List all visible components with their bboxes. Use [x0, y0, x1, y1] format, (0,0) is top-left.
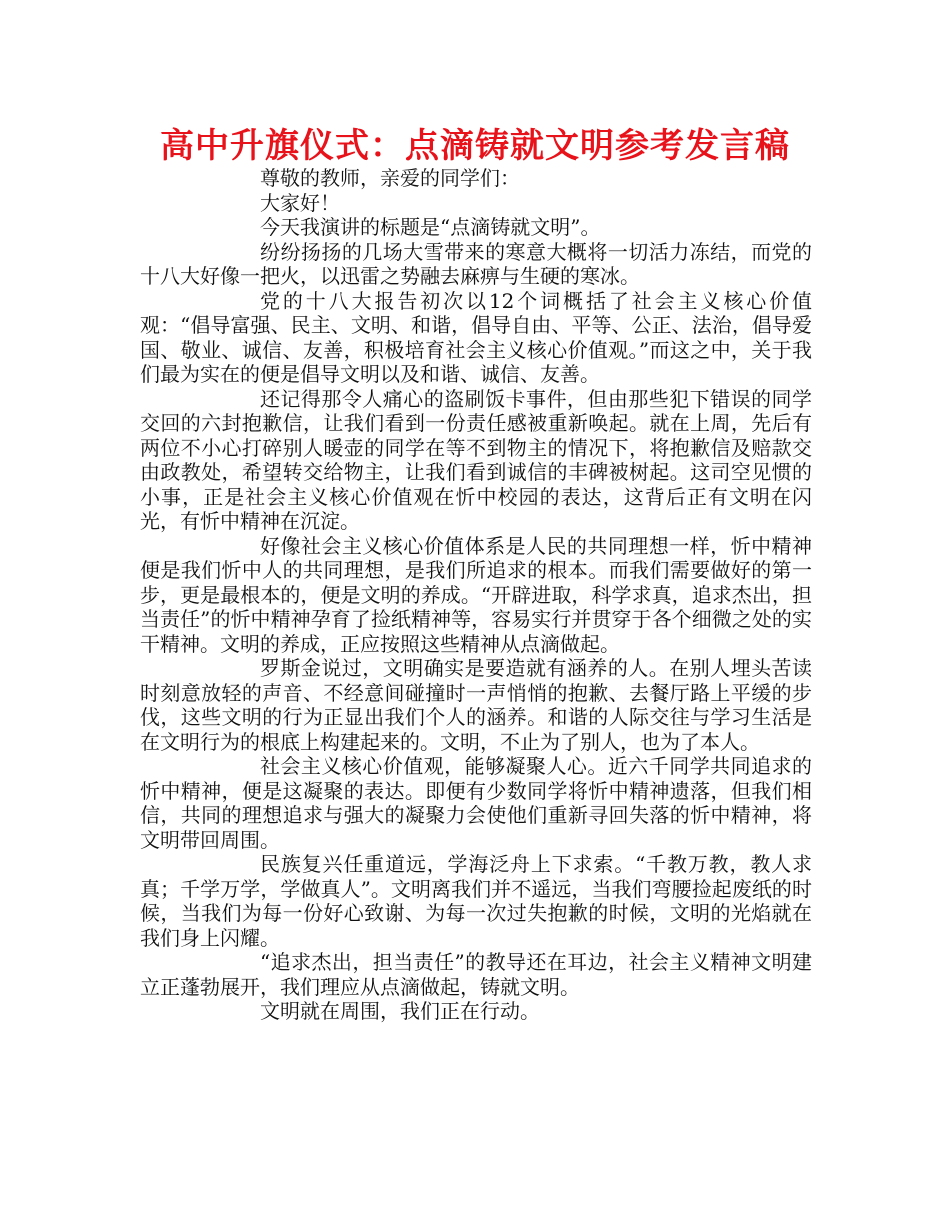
paragraph-greeting: 大家好！ [260, 190, 340, 215]
document-body [140, 166, 812, 1024]
paragraph: 好像社会主义核心价值体系是人民的共同理想一样，忻中精神便是我们忻中人的共同理想，是我们所追求的根本。而我们需要做好的第一步，更是最根本的，便是文明的养成。“开辟进取，科学求真，追求杰出，担当责任”的忻中精神孕育了捡纸精神等，容易实行并贯穿于各个细微之处的实干精神。文明的养成，正应按照这些精神从点滴做起。 [140, 533, 812, 656]
paragraph: 党的十八大报告初次以12个词概括了社会主义核心价值观：“倡导富强、民主、文明、和谐，倡导自由、平等、公正、法治，倡导爱国、敬业、诚信、友善，积极培育社会主义核心价值观。”而这之中，关于我们最为实在的便是倡导文明以及和谐、诚信、友善。 [140, 288, 812, 386]
paragraph: 纷纷扬扬的几场大雪带来的寒意大概将一切活力冻结，而党的十八大好像一把火，以迅雷之势融去麻痹与生硬的寒冰。 [140, 239, 812, 288]
paragraph-topic: 今天我演讲的标题是“点滴铸就文明”。 [260, 215, 601, 239]
paragraph-salutation: 尊敬的教师，亲爱的同学们： [260, 166, 520, 190]
paragraph: “追求杰出，担当责任”的教导还在耳边，社会主义精神文明建立正蓬勃展开，我们理应从点滴做起，铸就文明。 [140, 950, 812, 999]
paragraph-closing: 文明就在周围，我们正在行动。 [260, 999, 540, 1023]
paragraph: 民族复兴任重道远，学海泛舟上下求索。“千教万教，教人求真；千学万学，学做真人”。文明离我们并不遥远，当我们弯腰捡起废纸的时候，当我们为每一份好心致谢、为每一次过失抱歉的时候，文明的光焰就在我们身上闪耀。 [140, 852, 812, 950]
paragraph: 社会主义核心价值观，能够凝聚人心。近六千同学共同追求的忻中精神，便是这凝聚的表达。即便有少数同学将忻中精神遗落，但我们相信，共同的理想追求与强大的凝聚力会使他们重新寻回失落的忻中精神，将文明带回周围。 [140, 754, 812, 852]
paragraph: 还记得那令人痛心的盗刷饭卡事件，但由那些犯下错误的同学交回的六封抱歉信，让我们看到一份责任感被重新唤起。就在上周，先后有两位不小心打碎别人暖壶的同学在等不到物主的情况下，将抱歉信及赔款交由政教处，希望转交给物主，让我们看到诚信的丰碑被树起。这司空见惯的小事，正是社会主义核心价值观在忻中校园的表达，这背后正有文明在闪光，有忻中精神在沉淀。 [140, 386, 812, 533]
paragraph: 罗斯金说过，文明确实是要造就有涵养的人。在别人埋头苦读时刻意放轻的声音、不经意间碰撞时一声悄悄的抱歉、去餐厅路上平缓的步伐，这些文明的行为正显出我们个人的涵养。和谐的人际交往与学习生活是在文明行为的根底上构建起来的。文明，不止为了别人，也为了本人。 [140, 656, 812, 754]
document-title: 高中升旗仪式：点滴铸就文明参考发言稿 [160, 126, 790, 166]
